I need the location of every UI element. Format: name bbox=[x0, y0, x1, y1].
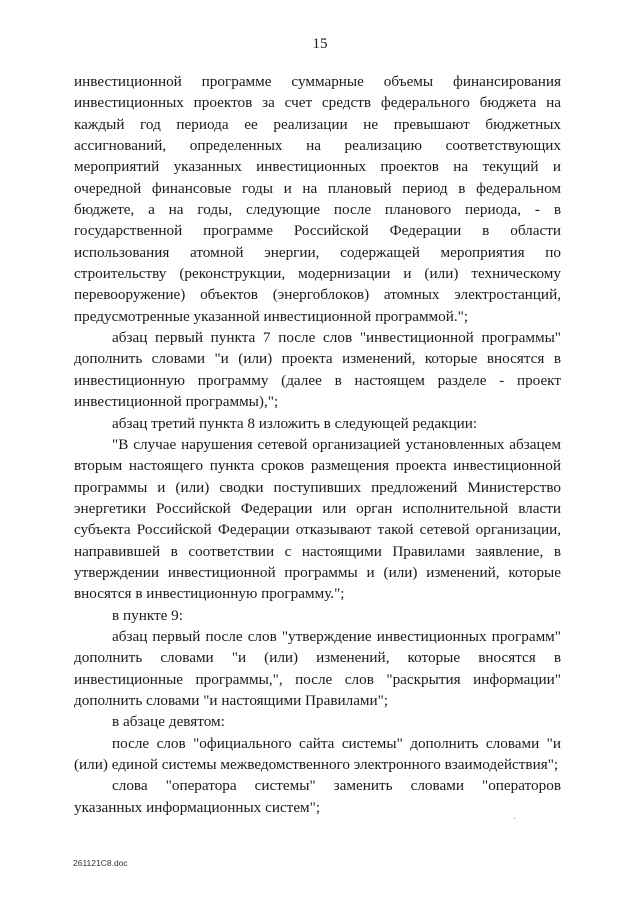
paragraph-amend-item-8: абзац третий пункта 8 изложить в следующей редакции: bbox=[112, 414, 478, 432]
paragraph-ninth-heading: в абзаце девятом: bbox=[112, 713, 225, 731]
paragraph-quoted-text: "В случае нарушения сетевой организацией установленных абзацем вторым настоящего пункта сроков размещения проекта инвестиционной программы и (или) сводки поступивших предложений Министерство энергетики Российской Федерации или орган исполнительной власти субъекта Российской Федерации отказывают такой сетевой организации, направившей в соответствии с настоящими Правилами заявление, в утверждении инвестиционной программы и (или) изменений, которые вносятся в инвестиционную программу."; bbox=[74, 435, 561, 603]
paragraph-item-9-first: абзац первый после слов "утверждение инвестиционных программ" дополнить словами "и (или) изменений, которые вносятся в инвестиционные программы,", после слов "раскрытия информации" дополнить словами "и настоящими Правилами"; bbox=[74, 627, 561, 709]
paragraph-ninth-addition: после слов "официального сайта системы" дополнить словами "и (или) единой системы межведомственного электронного взаимодействия"; bbox=[74, 734, 561, 773]
page-number: 15 bbox=[312, 36, 328, 52]
paragraph-continuation: инвестиционной программе суммарные объемы финансирования инвестиционных проектов за счет средств федерального бюджета на каждый год периода ее реализации не превышают бюджетных ассигнований, определенных на реализацию соответствующих мероприятий указанных инвестиционных проектов на текущий и очередной финансовые годы и на плановый период в федеральном бюджете, а на годы, следующие после планового периода, - в государственной программе Российской Федерации в области использования атомной энергии, содержащей мероприятия по строительству (реконструкции, модернизации и (или) техническому перевооружение) объектов (энергоблоков) атомных электростанций, предусмотренные указанной инвестиционной программой."; bbox=[74, 73, 561, 325]
paragraph-item-9-heading: в пункте 9: bbox=[112, 606, 183, 624]
paragraph-amend-item-7: абзац первый пункта 7 после слов "инвестиционной программы" дополнить словами "и (или) проекта изменений, которые вносятся в инвестиционную программу (далее в настоящем разделе - проект инвестиционной программы),"; bbox=[74, 329, 561, 411]
scan-speck bbox=[514, 818, 515, 819]
document-body bbox=[74, 71, 561, 818]
footer-document-code: 261121C8.doc bbox=[73, 858, 128, 868]
paragraph-ninth-replacement: слова "оператора системы" заменить словами "операторов указанных информационных систем"; bbox=[74, 777, 561, 816]
